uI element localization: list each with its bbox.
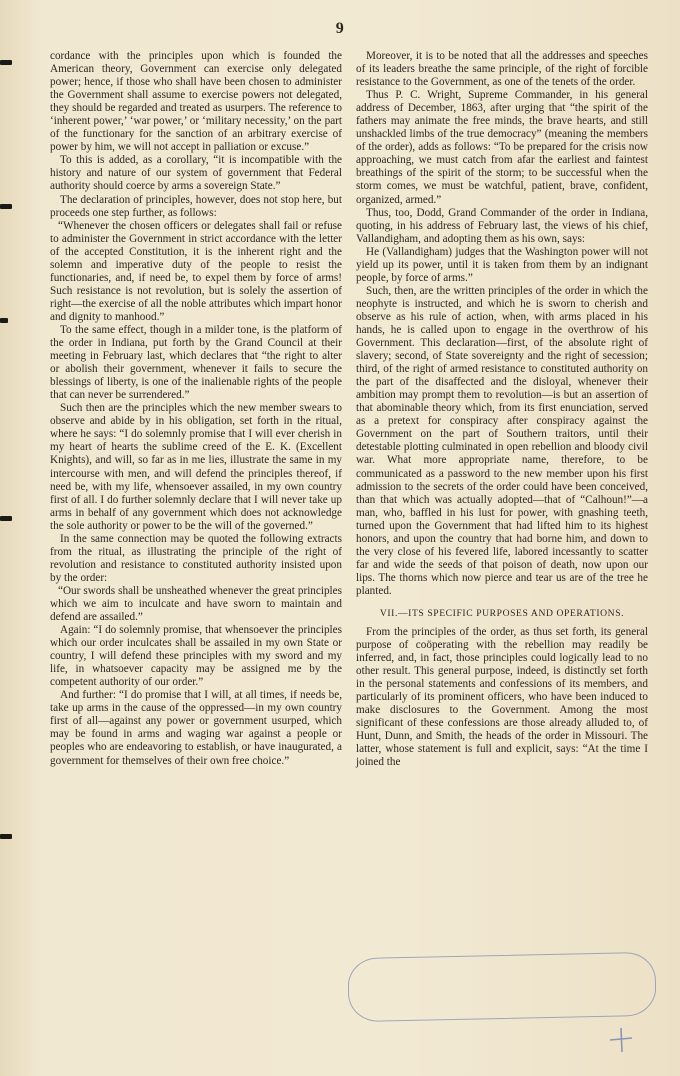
paragraph: Such, then, are the written principles of the order in which the neophyte is instructed, and which he is sworn to cherish and observe as his rule of action, when, with arms placed in his hands, he is called upon to engage in the overthrow of his Government. This declaration—first, of the absolute right of slavery; second, of State sovereignty and the right of secession; third, of the right of armed resistance to constituted authority on the part of the disaffected and the disloyal, whenever their ambition may prompt them to revolution—is but an assertion of that abominable theory which, from its first enunciation, served as a pretext for conspiracy after conspiracy against the Government on the part of Southern traitors, until their detestable plotting culminated in open rebellion and bloody civil war. What more appropriate name, therefore, to be communicated as a password to the new member upon his first admission to the secrets of the order could have been conceived, than that which was actually adopted—that of “Calhoun!”—a man, who, baffled in his lust for power, with gnashing teeth, turned upon the Government that had lifted him to its highest honors, and upon the country that had borne him, and down to the very close of his fevered life, labored incessantly to scatter far and wide the seeds of that poison of death, now upon our lips. The thorns which now pierce and tear us are of the tree he planted.: [356, 284, 648, 597]
paragraph: Again: “I do solemnly promise, that whensoever the principles which our order inculcates shall be assailed in my own State or country, I will defend these principles with my sword and my life, in whatsoever capacity may be assigned me by the competent authority of our order.”: [50, 624, 342, 689]
paragraph: “Whenever the chosen officers or delegates shall fail or refuse to administer the Government in strict accordance with the letter of the accepted Constitution, it is the inherent right and the solemn and imperative duty of the people to resist the functionaries, and, if need be, to expel them by force of arms! Such resistance is not revolution, but is solely the assertion of right—the exercise of all the noble attributes which impart honor and dignity to manhood.”: [50, 219, 342, 323]
section-heading: VII.—ITS SPECIFIC PURPOSES AND OPERATIONS.: [379, 607, 625, 619]
pencil-annotation-oval: [347, 952, 656, 1022]
paragraph: To the same effect, though in a milder tone, is the platform of the order in Indiana, put forth by the Grand Council at their meeting in February last, which declares that “the right to alter or abolish their government, whenever it fails to secure the blessings of liberty, is one of the inalienable rights of the people that can never be surrendered.”: [50, 323, 342, 402]
paragraph: “Our swords shall be unsheathed whenever the great principles which we aim to inculcate and have sworn to maintain and defend are assailed.”: [50, 584, 342, 624]
paragraph: To this is added, as a corollary, “it is incompatible with the history and nature of our system of government that Federal authority should coerce by arms a sovereign State.”: [50, 154, 342, 193]
pencil-cross-mark: [606, 1026, 636, 1056]
binding-mark: [0, 318, 8, 323]
binding-mark: [0, 516, 12, 521]
paragraph: From the principles of the order, as thus set forth, its general purpose of coöperating with the rebellion may readily be inferred, and, in fact, those principles could logically lead to no other result. This general purpose, indeed, is distinctly set forth in the personal statements and confessions of its members, and particularly of its prominent officers, who have been induced to make disclosures to the Government. Among the most significant of these confessions are those already alluded to, of Hunt, Dunn, and Smith, the heads of the order in Missouri. The latter, whose statement is full and explicit, says: “At the time I joined the: [356, 626, 648, 769]
binding-mark: [0, 834, 12, 839]
page-number: 9: [335, 20, 345, 37]
binding-mark: [0, 60, 12, 65]
paragraph: And further: “I do promise that I will, at all times, if needs be, take up arms in the cause of the oppressed—in my own country first of all—against any power or government usurped, which may be found in arms and waging war against a people or peoples who are endeavoring to establish, or have inaugurated, a government for themselves of their own free choice.”: [50, 689, 342, 767]
paragraph: Moreover, it is to be noted that all the addresses and speeches of its leaders breathe the same principle, of the right of forcible resistance to the Government, as one of the tenets of the order.: [356, 50, 648, 89]
paragraph: cordance with the principles upon which is founded the American theory, Government can exercise only delegated power; hence, if those who shall have been chosen to administer the Government shall assume to exercise powers not delegated, they should be regarded and treated as usurpers. The reference to ‘inherent power,’ ‘war power,’ or ‘military necessity,’ on the part of the functionary for the sanction of an arbitrary exercise of power by him, we will not accept in palliation or excuse.”: [50, 50, 342, 154]
binding-mark: [0, 204, 12, 209]
paragraph: He (Vallandigham) judges that the Washington power will not yield up its power, until it is taken from them by an indignant people, by force of arms.”: [356, 245, 648, 284]
paragraph: Thus P. C. Wright, Supreme Commander, in his general address of December, 1863, after urging that “the spirit of the fathers may animate the free minds, the brave hearts, and still unshackled limbs of the true democracy” (meaning the members of the order), adds as follows: “To be prepared for the crisis now approaching, we must catch from afar the earliest and faintest breathings of the spirit of the storm; to be successful when the storm comes, we must be watchful, patient, brave, confident, organized, armed.”: [356, 89, 648, 206]
paragraph: In the same connection may be quoted the following extracts from the ritual, as illustrating the principle of the right of revolution and resistance to constituted authority insisted upon by the order:: [50, 532, 342, 584]
left-text-column: [50, 50, 342, 768]
paragraph: The declaration of principles, however, does not stop here, but proceeds one step further, as follows:: [50, 193, 342, 219]
paragraph: Thus, too, Dodd, Grand Commander of the order in Indiana, quoting, in his address of February last, the views of his chief, Vallandigham, and adopting them as his own, says:: [356, 206, 648, 245]
right-text-column: [356, 50, 648, 770]
paragraph: Such then are the principles which the new member swears to observe and abide by in his obligation, set forth in the ritual, where he says: “I do solemnly promise that I will ever cherish in my heart of hearts the sublime creed of the E. K. (Excellent Knights), and will, so far as in me lies, illustrate the same in my intercourse with men, and will defend the principles thereof, if need be, with my life, whensoever assailed, in my own country first of all. I do further solemnly declare that I will never take up arms in behalf of any government which does not acknowledge the sole authority or power to be the will of the governed.”: [50, 402, 342, 532]
